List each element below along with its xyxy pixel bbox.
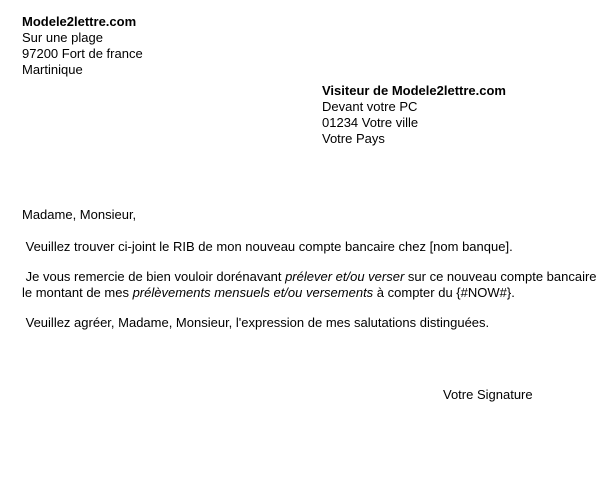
sender-address-line: 97200 Fort de france [22,46,143,61]
body-paragraph-2 [22,269,600,301]
sender-name: Modele2lettre.com [22,14,137,29]
paragraph-text-italic: prélèvements mensuels et/ou versements [132,285,374,300]
letter-body [22,207,600,331]
recipient-address-line: Votre Pays [322,131,385,146]
closing-line: Veuillez agréer, Madame, Monsieur, l'expression de mes salutations distinguées. [22,315,490,330]
signature-placeholder: Votre Signature [443,387,533,402]
paragraph-text-italic: prélever et/ou verser [285,269,405,284]
recipient-address-line: Devant votre PC [322,99,418,114]
paragraph-2-line-2 [22,285,600,301]
recipient-address-block [322,83,506,147]
sender-address-line: Martinique [22,62,83,77]
sender-address-line: Sur une plage [22,30,103,45]
paragraph-text: sur ce nouveau compte bancaire [404,269,597,284]
recipient-address-line: 01234 Votre ville [322,115,419,130]
sender-address-block [22,14,143,78]
paragraph-text: Je vous remercie de bien vouloir dorénavant [22,269,286,284]
recipient-name: Visiteur de Modele2lettre.com [322,83,506,98]
body-paragraph-1: Veuillez trouver ci-joint le RIB de mon nouveau compte bancaire chez [nom banque]. [22,239,513,254]
salutation: Madame, Monsieur, [22,207,137,222]
paragraph-text: le montant de mes [22,285,133,300]
paragraph-text: à compter du {#NOW#}. [373,285,515,300]
paragraph-2-line-1 [22,269,600,285]
